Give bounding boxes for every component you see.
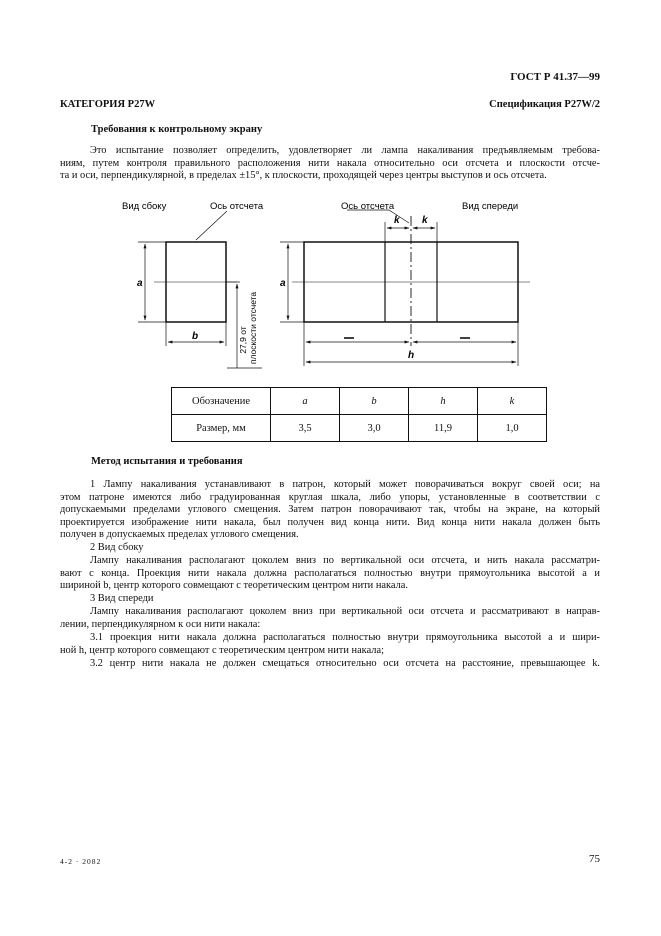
section-title-method: Метод испытания и требования [91, 456, 243, 467]
front-view-drawing [280, 210, 530, 366]
table-cell: 1,0 [478, 415, 547, 442]
table-cell: 11,9 [409, 415, 478, 442]
text-line: шириной b, центр которого совмещают с теоретическим центром нити накала. [60, 580, 408, 592]
text-line: ниям, путем контроля правильного расположения нити накала относительно оси отсчета и плоскости отсче- [60, 157, 600, 169]
text-line: Это испытание позволяет определить, удовлетворяет ли лампа накаливания предъявляемым требова- [90, 145, 600, 156]
dim-b-label: b [192, 331, 199, 342]
clause-3-2-paragraph [60, 658, 600, 671]
table-header-cell: b [340, 388, 409, 415]
text-line: 3.2 центр нити накала не должен смещаться относительно оси отсчета на расстояние, превышающее k. [90, 658, 600, 669]
table-header-row [172, 388, 547, 415]
dim-a-front-label: a [280, 278, 286, 289]
text-line: проектируется изображение нити накала, был получен вид конца нити. Вид конца нити накала должен быть [60, 516, 600, 528]
vertical-note-line-2: плоскости отсчета [248, 291, 258, 365]
category-title: КАТЕГОРИЯ P27W [60, 99, 156, 110]
front-view-heading: 3 Вид спереди [90, 593, 154, 604]
dim-k-right-label: k [422, 215, 428, 226]
text-line: лении, перпендикулярном к оси нити накала: [60, 618, 261, 630]
table-row-label: Размер, мм [172, 415, 271, 442]
dim-h-label: h [408, 350, 415, 361]
table-cell: 3,5 [271, 415, 340, 442]
text-line: допускаемыми пределами углового смещения. Затем патрон поворачивают так, чтобы на экране, на который [60, 504, 600, 516]
vertical-note-line-1: 27,9 от [238, 326, 248, 354]
table-header-cell: a [271, 388, 340, 415]
axis-label-front: Ось отсчета [341, 201, 395, 212]
side-axis-leader [196, 211, 227, 240]
axis-label-side: Ось отсчета [210, 201, 264, 212]
text-line: получен в допускаемых пределах углового смещения. [60, 529, 299, 541]
text-line: Лампу накаливания располагают цоколем вниз при вертикальной оси отсчета и рассматривают в направ- [90, 606, 600, 617]
clause-3-1-paragraph [60, 632, 600, 657]
text-line: 3.1 проекция нити накала должна располагаться полностью внутри прямоугольника высотой a и шири- [90, 632, 600, 643]
side-view-label: Вид сбоку [122, 201, 167, 212]
print-code: 4-2 · 2082 [60, 857, 102, 866]
table-header-cell: k [478, 388, 547, 415]
table-row [172, 415, 547, 442]
dim-a-side-label: a [137, 278, 143, 289]
section-title-screen: Требования к контрольному экрану [91, 124, 263, 135]
vertical-note [238, 292, 258, 365]
text-line: Лампу накаливания располагают цоколем вниз по вертикальной оси отсчета, и нить накала рассматри- [90, 555, 600, 566]
screen-requirements-paragraph [60, 145, 600, 183]
table-cell: 3,0 [340, 415, 409, 442]
text-line: ной h, центр которого совмещают с теоретическим центром нити накала; [60, 644, 384, 656]
page-number: 75 [589, 853, 600, 865]
side-view-paragraph [60, 555, 600, 593]
specification-title: Спецификация P27W/2 [489, 99, 600, 110]
text-line: этом патроне имеются либо градуированная круглая шкала, либо упоры, установленные в соответствии с [60, 491, 600, 503]
dim-k-left-label: k [394, 215, 400, 226]
table-header-cell: Обозначение [172, 388, 271, 415]
filament-projection-figure [0, 190, 661, 385]
method-paragraph-1 [60, 479, 600, 542]
front-view-paragraph [60, 606, 600, 631]
text-line: та и оси, перпендикулярной, в пределах ±15°, к плоскости, проходящей через центры выступов и ось отсчета. [60, 170, 547, 182]
front-view-label: Вид спереди [462, 201, 519, 212]
table-header-cell: h [409, 388, 478, 415]
dimensions-table [171, 387, 547, 442]
text-line: вают с конца. Проекция нити накала должна располагаться полностью внутри прямоугольника высотой a и [60, 567, 600, 579]
side-view-heading: 2 Вид сбоку [90, 542, 144, 553]
text-line: 1 Лампу накаливания устанавливают в патрон, который может поворачиваться вокруг своей оси; на [90, 479, 600, 490]
standard-number: ГОСТ Р 41.37—99 [510, 71, 600, 83]
